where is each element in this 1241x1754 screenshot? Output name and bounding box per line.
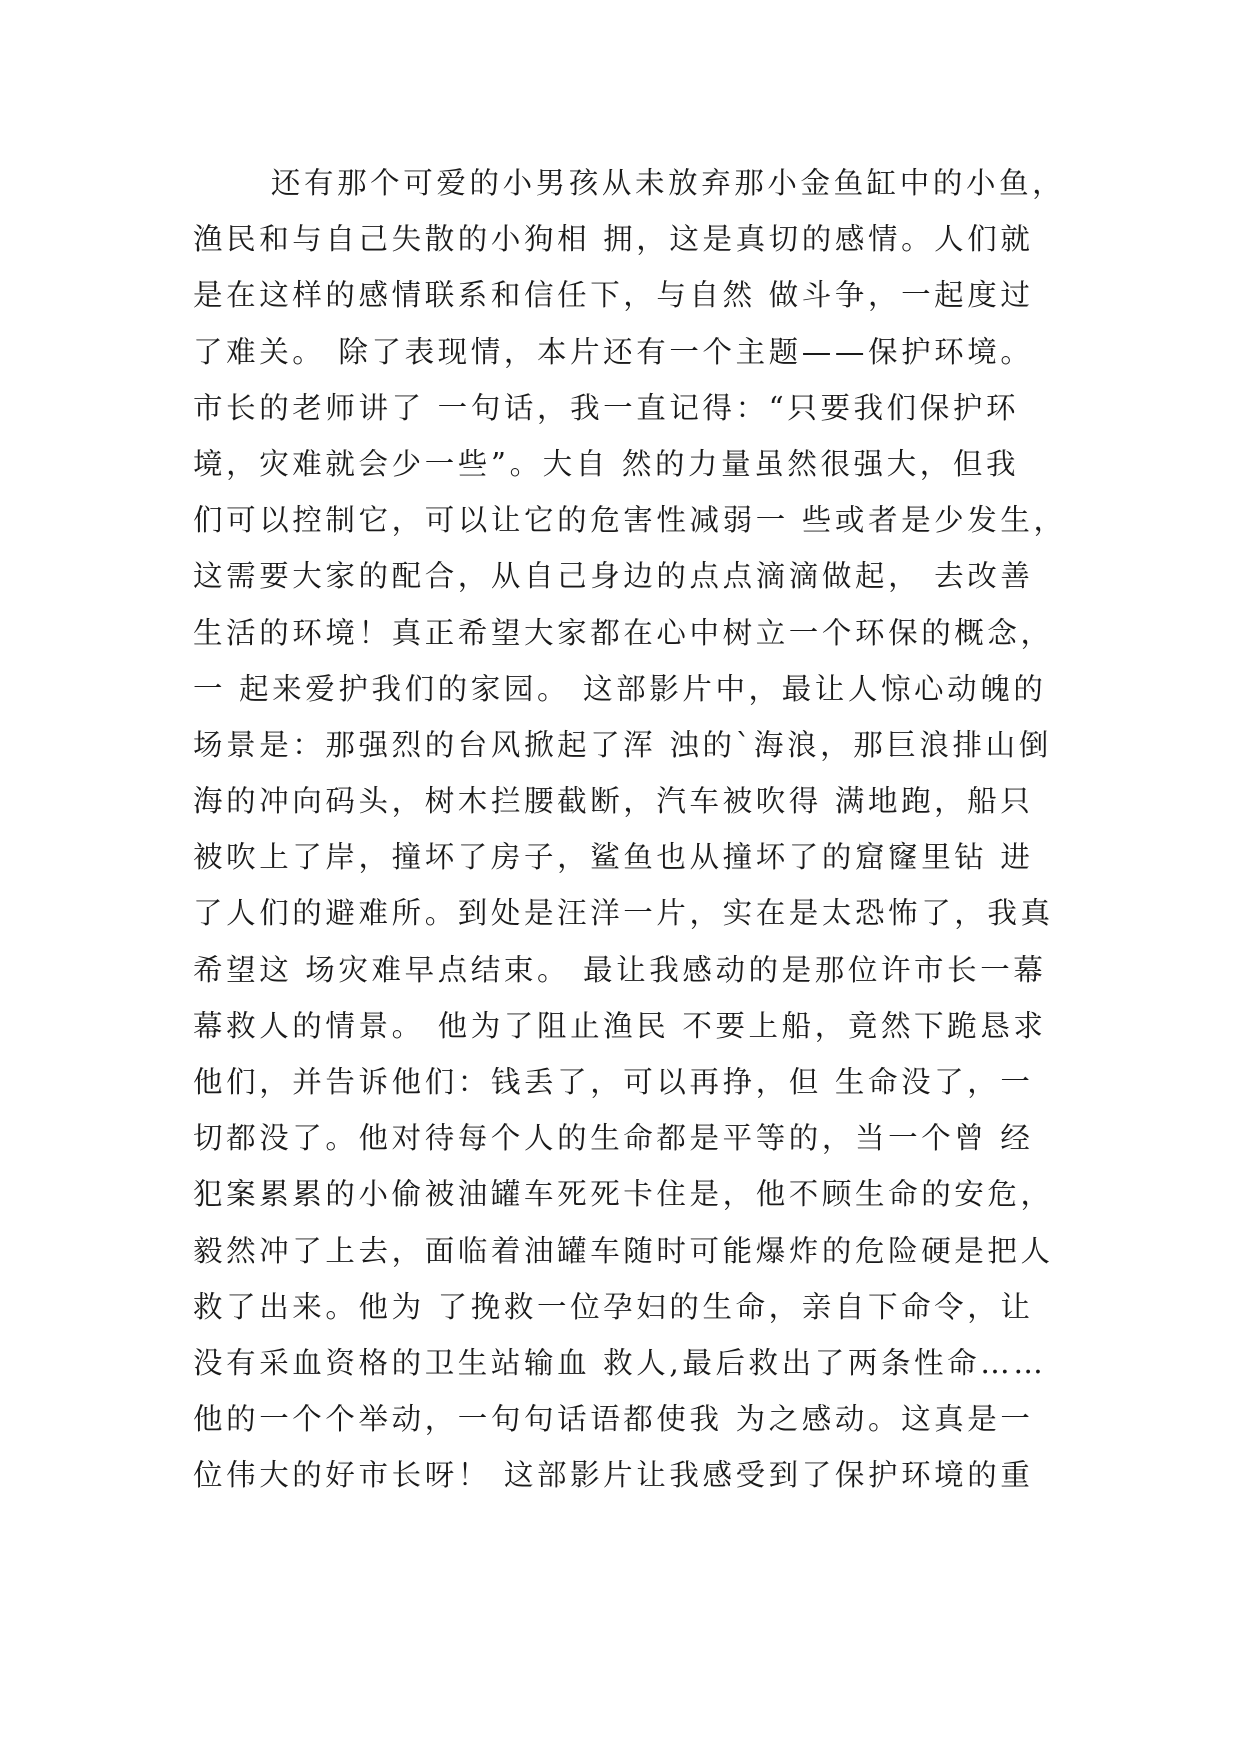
text-line: 毅然冲了上去，面临着油罐车随时可能爆炸的危险硬是把人 <box>193 1233 1054 1268</box>
text-line: 被吹上了岸，撞坏了房子，鲨鱼也从撞坏了的窟窿里钻 进 <box>193 840 1034 875</box>
text-line: 他的一个个举动，一句句话语都使我 为之感动。这真是一 <box>193 1402 1034 1437</box>
text-line: 了难关。 除了表现情，本片还有一个主题——保护环境。 <box>193 334 1034 369</box>
text-line: 救了出来。他为 了挽救一位孕妇的生命，亲自下命令，让 <box>193 1289 1034 1324</box>
text-line: 一 起来爱护我们的家园。 这部影片中，最让人惊心动魄的 <box>193 671 1047 706</box>
text-line: 希望这 场灾难早点结束。 最让我感动的是那位许市长一幕 <box>193 952 1047 987</box>
text-line: 切都没了。他对待每个人的生命都是平等的，当一个曾 经 <box>193 1121 1034 1156</box>
text-line: 场景是：那强烈的台风掀起了浑 浊的`海浪，那巨浪排山倒 <box>193 727 1052 762</box>
text-line: 还有那个可爱的小男孩从未放弃那小金鱼缸中的小鱼， <box>193 166 1066 200</box>
text-line: 了人们的避难所。到处是汪洋一片，实在是太恐怖了，我真 <box>193 896 1054 931</box>
text-line: 没有采血资格的卫生站输血 救人,最后救出了两条性命…… <box>193 1345 1047 1380</box>
text-line: 市长的老师讲了 一句话，我一直记得：“只要我们保护环 <box>193 390 1020 425</box>
text-line: 境，灾难就会少一些”。大自 然的力量虽然很强大，但我 <box>193 446 1020 481</box>
text-line: 他们，并告诉他们：钱丢了，可以再挣，但 生命没了，一 <box>193 1065 1034 1099</box>
body-text <box>193 155 1073 1504</box>
text-line: 是在这样的感情联系和信任下，与自然 做斗争，一起度过 <box>193 278 1034 313</box>
text-line: 们可以控制它，可以让它的危害性减弱一 些或者是少发生， <box>193 503 1067 538</box>
text-line: 生活的环境！真正希望大家都在心中树立一个环保的概念， <box>193 615 1054 650</box>
text-line: 这需要大家的配合，从自己身边的点点滴滴做起， 去改善 <box>193 559 1034 594</box>
text-line: 渔民和与自己失散的小狗相 拥，这是真切的感情。人们就 <box>193 222 1034 257</box>
text-line: 犯案累累的小偷被油罐车死死卡住是，他不顾生命的安危， <box>193 1177 1054 1212</box>
text-line: 位伟大的好市长呀！ 这部影片让我感受到了保护环境的重 <box>193 1458 1034 1493</box>
text-line: 海的冲向码头，树木拦腰截断，汽车被吹得 满地跑，船只 <box>193 784 1034 819</box>
text-line: 幕救人的情景。 他为了阻止渔民 不要上船，竟然下跪恳求 <box>193 1008 1047 1043</box>
